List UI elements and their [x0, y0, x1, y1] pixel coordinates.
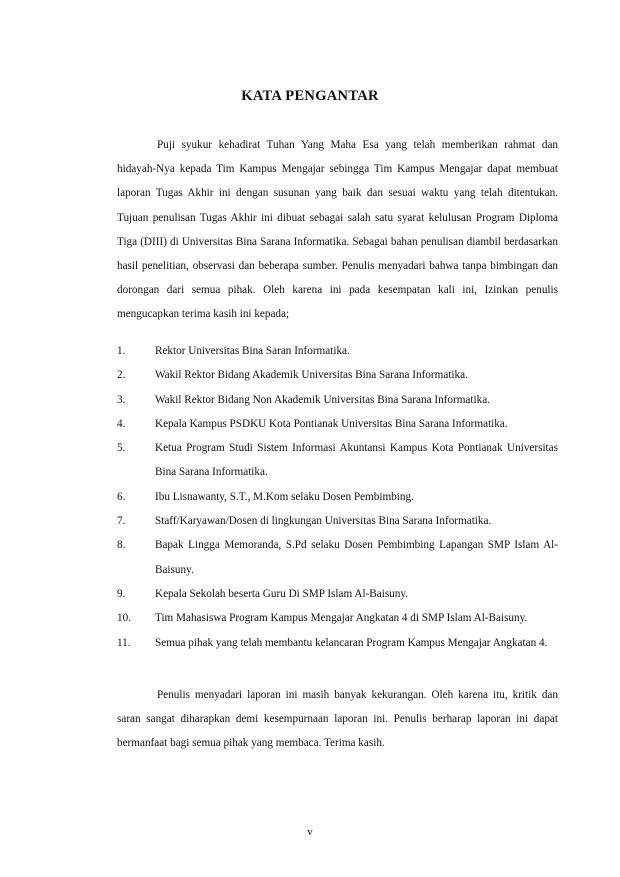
list-item	[117, 363, 558, 387]
list-text: Wakil Rektor Bidang Non Akademik Universitas Bina Sarana Informatika.	[155, 393, 490, 406]
closing-paragraph: Penulis menyadari laporan ini masih banyak kekurangan. Oleh karena itu, kritik dan saran sangat diharapkan demi kesempurnaan laporan ini. Penulis berharap laporan ini dapat bermanfaat bagi semua pihak yang membaca. Terima kasih.	[117, 689, 558, 750]
list-item	[117, 533, 558, 582]
list-item	[117, 509, 558, 533]
list-text: Rektor Universitas Bina Saran Informatika.	[155, 345, 350, 357]
list-text: Kepala Sekolah beserta Guru Di SMP Islam Al-Baisuny.	[155, 587, 409, 600]
list-number: 10.	[117, 612, 131, 625]
list-number: 6.	[117, 490, 126, 503]
acknowledgement-list	[117, 339, 558, 655]
list-text: Ketua Program Studi Sistem Informasi Akuntansi Kampus Kota Pontianak Universitas Bina Sarana Informatika.	[155, 442, 558, 479]
list-item	[117, 631, 558, 655]
list-item	[117, 388, 558, 412]
list-item	[117, 606, 558, 630]
page-number: v	[307, 826, 313, 838]
list-item	[117, 582, 558, 606]
list-text: Wakil Rektor Bidang Akademik Universitas Bina Sarana Informatika.	[155, 369, 468, 382]
list-number: 3.	[117, 393, 126, 406]
list-item	[117, 485, 558, 509]
list-text: Staff/Karyawan/Dosen di lingkungan Universitas Bina Sarana Informatika.	[155, 515, 492, 528]
list-number: 9.	[117, 587, 126, 600]
list-item	[117, 436, 558, 485]
list-text: Semua pihak yang telah membantu kelancaran Program Kampus Mengajar Angkatan 4.	[155, 636, 548, 649]
list-text: Kepala Kampus PSDKU Kota Pontianak Universitas Bina Sarana Informatika.	[155, 417, 508, 430]
list-item	[117, 339, 558, 363]
list-item	[117, 412, 558, 436]
page-title: KATA PENGANTAR	[241, 88, 379, 104]
list-number: 4.	[117, 417, 126, 430]
list-text: Tim Mahasiswa Program Kampus Mengajar Angkatan 4 di SMP Islam Al-Baisuny.	[155, 612, 528, 625]
list-number: 1.	[117, 345, 126, 357]
list-number: 5.	[117, 442, 126, 455]
list-number: 2.	[117, 369, 126, 382]
list-text: Bapak Lingga Memoranda, S.Pd selaku Dosen Pembimbing Lapangan SMP Islam Al-Baisuny.	[155, 539, 558, 576]
list-number: 7.	[117, 515, 126, 528]
list-number: 11.	[117, 636, 131, 649]
list-number: 8.	[117, 539, 126, 552]
list-text: Ibu Lisnawanty, S.T., M.Kom selaku Dosen Pembimbing.	[155, 490, 414, 503]
intro-paragraph: Puji syukur kehadirat Tuhan Yang Maha Esa yang telah memberikan rahmat dan hidayah-Nya kepada Tim Kampus Mengajar sebingga Tim Kampus Mengajar dapat membuat laporan Tugas Akhir ini dengan susunan yang baik dan sesuai waktu yang telah ditentukan. Tujuan penulisan Tugas Akhir ini dibuat sebagai salah satu syarat kelulusan Program Diploma Tiga (DIII) di Universitas Bina Sarana Informatika. Sebagai bahan penulisan diambil berdasarkan hasil penelitian, observasi dan beberapa sumber. Penulis menyadari bahwa tanpa bimbingan dan dorongan dari semua pihak. Oleh karena ini pada kesempatan kali ini, Izinkan penulis mengucapkan terima kasih ini kepada;	[117, 139, 558, 321]
